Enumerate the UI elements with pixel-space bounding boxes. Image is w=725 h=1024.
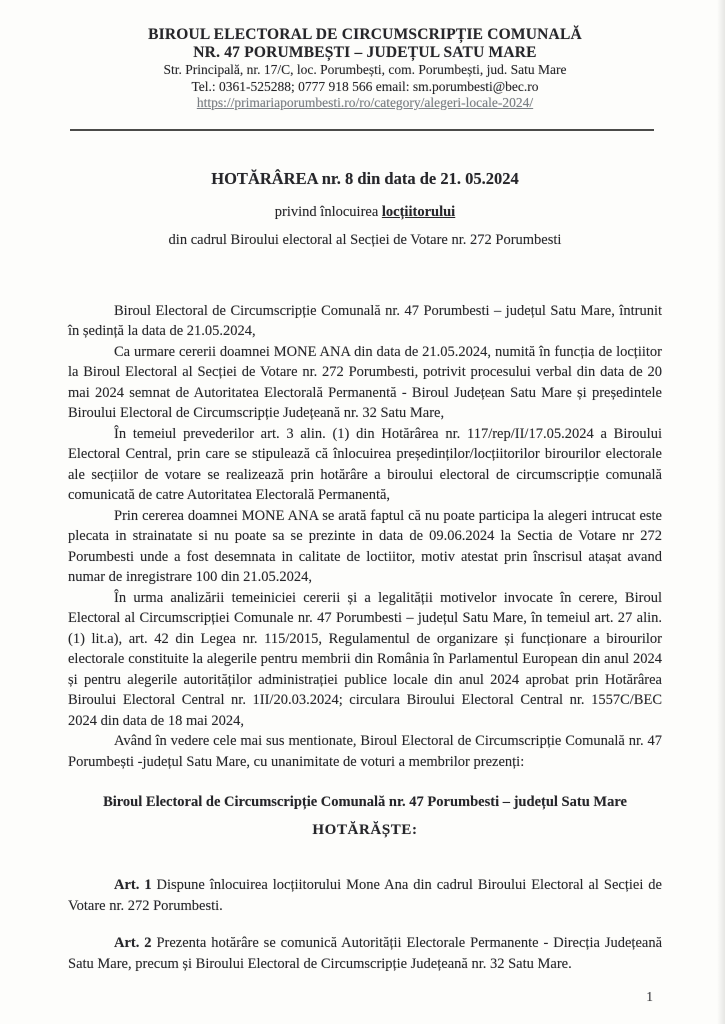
subtitle-emphasis: locțiitorului [381,203,456,220]
body-paragraph: În temeiul prevederilor art. 3 alin. (1) din Hotărârea nr. 117/rep/II/17.05.2024 a Biroului Electoral Central, prin care se stipulează că înlocuirea președinților/locțiitorilor birourilor electorale ale secțiilor de votare se realizează prin hotărâre a biroului electoral de circumscripție comunală comunicată de catre Autoritatea Electorală Permanentă, [68,425,662,503]
page-number: 1 [646,989,653,1004]
document-title: HOTĂRÂREA nr. 8 din data de 21. 05.2024 [211,168,519,188]
letterhead-contact: Tel.: 0361-525288; 0777 918 566 email: sm.porumbesti@bec.ro [191,78,539,94]
article-2-label: Art. 2 [114,935,152,951]
article-2 [68,933,662,974]
article-1-label: Art. 1 [114,877,152,893]
body-paragraph: În urma analizării temeiniciei cererii și a legalității motivelor invocate în cerere, Biroul Electoral al Circumscripției Comunale nr. 47 Porumbesti – județul Satu Mare, în temeiul art. 27 alin. (1) lit.a), art. 42 din Legea nr. 115/2015, Regulamentul de organizare și funcționare a birourilor electorale constituite la alegerile pentru membrii din România în Parlamentul European din anul 2024 și pentru alegerile autorităților administrației publice locale din anul 2024 aprobat prin Hotărârea Biroului Electoral Central nr. 1II/20.03.2024; circulara Biroului Electoral Central nr. 1557C/BEC 2024 din data de 18 mai 2024, [68,589,662,729]
body-paragraph: Având în vedere cele mai sus mentionate, Biroul Electoral de Circumscripție Comunală nr. 47 Porumbești -județul Satu Mare, cu unanimitate de voturi a membrilor prezenți: [68,733,662,770]
letterhead-website [68,95,662,112]
document-subject-line: din cadrul Biroului electoral al Secției de Votare nr. 272 Porumbesti [168,231,562,248]
article-1 [68,875,662,916]
decision-heading: Biroul Electoral de Circumscripție Comunală nr. 47 Porumbesti – județul Satu Mare [103,794,627,810]
letterhead-divider [70,129,654,131]
letterhead-website-link[interactable]: https://primariaporumbesti.ro/ro/category/alegeri-locale-2024/ [196,95,534,110]
body-paragraph: Prin cererea doamnei MONE ANA se arată faptul că nu poate participa la alegeri intrucat este plecata in strainatate si nu poate sa se prezinte in data de 09.06.2024 la Sectia de Votare nr 272 Porumbesti unde a fost desemnata in calitate de loctiitor, motiv atestat prin înscrisul atașat avand numar de inregistrare 100 din 21.05.2024, [68,507,662,585]
letterhead-address: Str. Principală, nr. 17/C, loc. Porumbești, com. Porumbești, jud. Satu Mare [163,62,567,77]
decision-verdict: HOTĂRĂȘTE: [312,822,418,838]
articles-section [68,875,662,974]
body-paragraph: Biroul Electoral de Circumscripție Comunală nr. 47 Porumbesti – județul Satu Mare, întrunit în ședință la data de 21.05.2024, [68,302,662,339]
letterhead [68,26,662,112]
letterhead-org-name-line2: NR. 47 PORUMBEȘTI – JUDEȚUL SATU MARE [193,44,537,61]
subtitle-prefix: privind înlocuirea [274,203,379,220]
article-1-text: Dispune înlocuirea locțiitorului Mone Ana din cadrul Biroului Electoral al Secției de Votare nr. 272 Porumbesti. [68,877,662,914]
article-2-text: Prezenta hotărâre se comunică Autorității Electorale Permanente - Direcția Județeană Satu Mare, precum și Biroului Electoral de Circumscripție Județeană nr. 32 Satu Mare. [68,935,662,972]
document-subtitle [68,204,662,221]
body-paragraph: Ca urmare cererii doamnei MONE ANA din data de 21.05.2024, numită în funcția de locțiitor la Biroul Electoral al Secției de Votare nr. 272 Porumbesti, potrivit procesului verbal din data de 20 mai 2024 semnat de Autoritatea Electorală Permanentă - Biroul Județean Satu Mare și președintele Biroului Electoral de Circumscripție Județeană nr. 32 Satu Mare, [68,343,662,421]
document-body [68,301,662,773]
letterhead-org-name-line1: BIROUL ELECTORAL DE CIRCUMSCRIPȚIE COMUNALĂ [148,26,582,43]
